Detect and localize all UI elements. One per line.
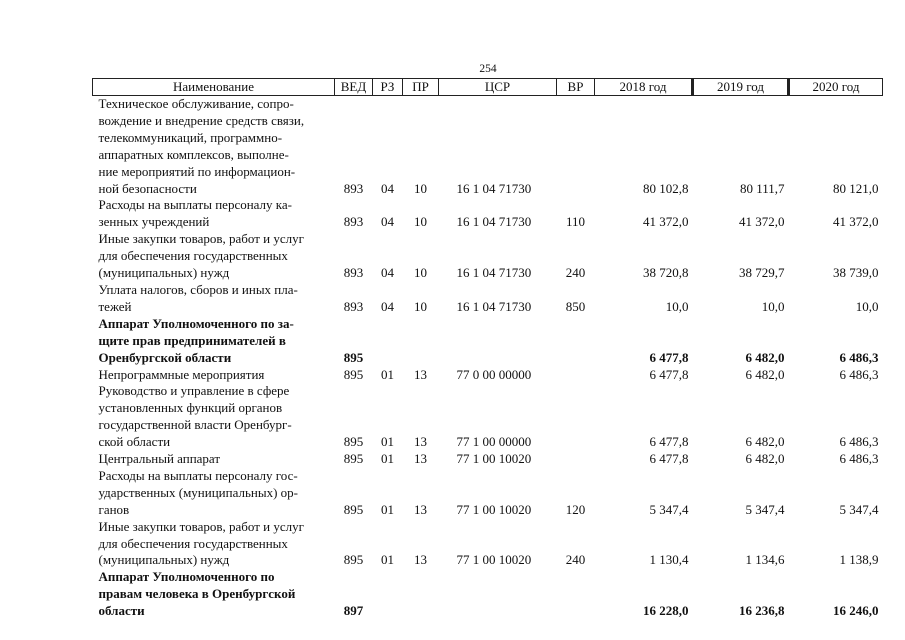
row-2019: 6 482,0 [745,366,785,382]
row-2020: 1 138,9 [839,552,879,568]
row-rz [373,316,403,367]
row-ved: 893 [343,180,364,196]
row-csr [439,569,557,620]
table-row [93,468,883,519]
col-2020-header: 2020 год [789,79,883,96]
row-2018: 6 477,8 [649,451,689,467]
row-name: Аппарат Уполномоченного по за- щите прав предпринимателей в Оренбургской области [98,315,294,365]
table-row [93,316,883,367]
row-rz [373,569,403,620]
row-2019: 80 111,7 [739,180,785,196]
row-2019: 6 482,0 [745,349,785,365]
row-vr: 110 [565,214,586,230]
row-rz: 04 [381,214,394,230]
row-pr: 10 [414,265,427,281]
row-2018: 5 347,4 [649,501,689,517]
row-name: Центральный аппарат [98,451,221,467]
row-2020: 10,0 [855,298,879,314]
row-2018: 41 372,0 [643,214,689,230]
row-pr: 10 [414,298,427,314]
table-row [93,282,883,316]
row-2018: 38 720,8 [643,265,689,281]
row-vr [557,316,595,367]
row-csr: 77 1 00 10020 [456,451,532,467]
row-pr: 13 [414,434,427,450]
table-row [93,231,883,282]
row-2020: 6 486,3 [839,451,879,467]
row-2019: 38 729,7 [739,265,785,281]
row-vr: 850 [565,298,586,314]
row-pr [403,316,439,367]
row-vr [557,367,595,384]
row-pr: 13 [414,552,427,568]
row-vr [557,383,595,451]
row-2020: 41 372,0 [833,214,879,230]
row-pr: 13 [414,366,427,382]
row-2018: 1 130,4 [649,552,689,568]
col-2018-header: 2018 год [595,79,693,96]
table-body [93,96,883,621]
row-vr: 120 [565,501,586,517]
row-2019: 6 482,0 [745,451,785,467]
table-row [93,569,883,620]
row-ved: 895 [343,552,364,568]
row-2020: 80 121,0 [833,180,879,196]
row-vr [557,569,595,620]
row-2018: 6 477,8 [649,434,689,450]
table-row [93,451,883,468]
row-2020: 16 246,0 [833,603,879,619]
row-vr: 240 [565,552,586,568]
col-pr-header: ПР [403,79,439,96]
row-rz: 01 [381,434,394,450]
row-name: Иные закупки товаров, работ и услуг для обеспечения государственных (муниципальных) нужд [98,518,304,568]
row-rz: 01 [381,501,394,517]
row-vr: 240 [565,265,586,281]
row-vr [557,451,595,468]
row-ved: 895 [343,451,364,467]
row-2020: 6 486,3 [839,349,879,365]
col-ved-header: ВЕД [335,79,373,96]
row-2019: 16 236,8 [739,603,785,619]
row-name: Непрограммные мероприятия [98,366,265,382]
table-row [93,367,883,384]
row-2018: 10,0 [665,298,689,314]
row-ved: 897 [343,603,364,619]
col-csr-header: ЦСР [439,79,557,96]
row-2020: 5 347,4 [839,501,879,517]
row-rz: 01 [381,366,394,382]
row-rz: 01 [381,451,394,467]
row-ved: 895 [343,434,364,450]
row-csr: 16 1 04 71730 [456,298,532,314]
row-csr [439,316,557,367]
row-pr: 10 [414,180,427,196]
row-pr: 13 [414,451,427,467]
row-rz: 04 [381,180,394,196]
row-2019: 10,0 [761,298,785,314]
row-csr: 77 1 00 00000 [456,434,532,450]
row-csr: 77 1 00 10020 [456,552,532,568]
row-csr: 16 1 04 71730 [456,180,532,196]
row-rz: 04 [381,298,394,314]
row-2019: 6 482,0 [745,434,785,450]
row-ved: 895 [343,501,364,517]
row-2019: 5 347,4 [745,501,785,517]
row-ved: 893 [343,298,364,314]
row-ved: 895 [343,349,364,365]
col-rz-header: РЗ [373,79,403,96]
table-row [93,519,883,570]
row-2020: 38 739,0 [833,265,879,281]
row-2018: 16 228,0 [643,603,689,619]
row-ved: 895 [343,366,364,382]
row-csr: 77 1 00 10020 [456,501,532,517]
row-pr: 10 [414,214,427,230]
col-2019-header: 2019 год [693,79,789,96]
table-header [93,79,883,96]
col-name-header: Наименование [93,79,335,96]
row-rz: 01 [381,552,394,568]
row-vr [557,96,595,198]
row-2019: 41 372,0 [739,214,785,230]
row-name: Иные закупки товаров, работ и услуг для обеспечения государственных (муниципальных) нужд [98,231,304,281]
table-row [93,96,883,198]
row-name: Расходы на выплаты персоналу гос- ударственных (муниципальных) ор- ганов [98,467,298,517]
table-row [93,197,883,231]
row-name: Техническое обслуживание, сопро- вождение и внедрение средств связи, телекоммуникаций, программно- аппаратных комплексов, выполне- ние мероприятий по информацион- ной безопасности [98,96,305,196]
row-name: Аппарат Уполномоченного по правам человека в Оренбургской области [98,569,296,619]
row-csr: 16 1 04 71730 [456,214,532,230]
table-row [93,383,883,451]
page-number: 254 [479,63,497,75]
row-ved: 893 [343,214,364,230]
row-2020: 6 486,3 [839,366,879,382]
row-csr: 77 0 00 00000 [456,366,532,382]
row-2018: 80 102,8 [643,180,689,196]
row-pr: 13 [414,501,427,517]
row-name: Уплата налогов, сборов и иных пла- тежей [98,281,298,314]
row-csr: 16 1 04 71730 [456,265,532,281]
budget-table [92,78,883,620]
row-name: Руководство и управление в сфере установленных функций органов государственной власти Оренбург- ской области [98,383,292,450]
row-name: Расходы на выплаты персоналу ка- зенных учреждений [98,197,293,230]
row-pr [403,569,439,620]
row-2018: 6 477,8 [649,366,689,382]
row-2020: 6 486,3 [839,434,879,450]
col-vr-header: ВР [557,79,595,96]
row-rz: 04 [381,265,394,281]
row-2018: 6 477,8 [649,349,689,365]
row-ved: 893 [343,265,364,281]
row-2019: 1 134,6 [745,552,785,568]
